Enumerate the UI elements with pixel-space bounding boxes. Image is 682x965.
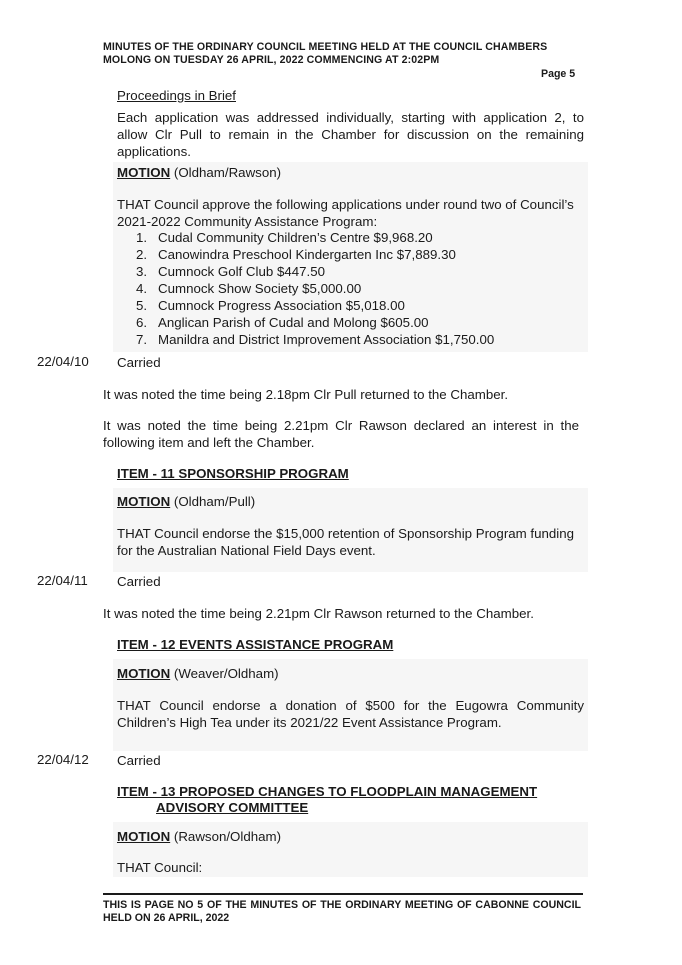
list-number: 7. <box>136 332 148 347</box>
motion-movers: (Oldham/Pull) <box>173 494 256 509</box>
application-list-item <box>117 297 577 314</box>
page-number: Page 5 <box>541 68 576 80</box>
resolution-number: 22/04/12 <box>37 752 89 767</box>
resolution-text-item-12: THAT Council endorse a donation of $500 for the Eugowra Community Children’s High Tea under its 2021/22 Event Assistance Program. <box>117 698 584 730</box>
application-list-item <box>117 314 577 331</box>
result-carried: Carried <box>117 574 161 589</box>
application-list-item <box>117 331 577 348</box>
list-number: 5. <box>136 298 148 313</box>
application-list-item <box>117 263 577 280</box>
list-text: Canowindra Preschool Kindergarten Inc $7,889.30 <box>158 247 456 262</box>
motion-label: MOTION <box>117 666 171 681</box>
list-text: Cumnock Golf Club $447.50 <box>158 264 326 279</box>
note-text: It was noted the time being 2.21pm Clr Rawson declared an interest in the following item and left the Chamber. <box>103 418 579 450</box>
list-number: 4. <box>136 281 148 296</box>
document-header <box>103 41 583 67</box>
list-text: Cudal Community Children’s Centre $9,968.20 <box>158 230 433 245</box>
note-text: It was noted the time being 2.18pm Clr Pull returned to the Chamber. <box>103 387 509 402</box>
application-list-item <box>117 246 577 263</box>
resolution-text-item-13: THAT Council: <box>117 860 203 875</box>
proceedings-heading: Proceedings in Brief <box>117 88 236 103</box>
list-number: 2. <box>136 247 148 262</box>
item-heading: ITEM - 11 SPONSORSHIP PROGRAM <box>117 466 349 481</box>
resolution-number: 22/04/10 <box>37 354 89 369</box>
motion-label: MOTION <box>117 494 171 509</box>
motion-label: MOTION <box>117 829 171 844</box>
proceedings-text: Each application was addressed individually, starting with application 2, to allow Clr Pull to remain in the Chamber for discussion on the remaining applications. <box>117 110 584 159</box>
list-number: 6. <box>136 315 148 330</box>
result-carried: Carried <box>117 355 161 370</box>
list-number: 1. <box>136 230 148 245</box>
page-footer: THIS IS PAGE NO 5 OF THE MINUTES OF THE ORDINARY MEETING OF CABONNE COUNCIL HELD ON 26 APRIL, 2022 <box>103 899 581 924</box>
list-text: Manildra and District Improvement Association $1,750.00 <box>158 332 495 347</box>
result-carried: Carried <box>117 753 161 768</box>
motion-line-item-11 <box>117 493 255 510</box>
motion-movers: (Weaver/Oldham) <box>173 666 279 681</box>
motion-label: MOTION <box>117 165 171 180</box>
applications-list <box>117 229 577 348</box>
motion-movers: (Rawson/Oldham) <box>173 829 282 844</box>
item-heading: ITEM - 13 PROPOSED CHANGES TO FLOODPLAIN MANAGEMENT <box>117 784 538 799</box>
item-heading: ITEM - 12 EVENTS ASSISTANCE PROGRAM <box>117 637 394 652</box>
motion-movers: (Oldham/Rawson) <box>173 165 282 180</box>
application-list-item <box>117 280 577 297</box>
list-text: Cumnock Progress Association $5,018.00 <box>158 298 405 313</box>
resolution-number: 22/04/11 <box>37 573 88 588</box>
header-line-1: MINUTES OF THE ORDINARY COUNCIL MEETING HELD AT THE COUNCIL CHAMBERS <box>103 41 548 53</box>
footer-divider <box>103 893 583 895</box>
motion-line-item-10 <box>117 164 281 181</box>
list-number: 3. <box>136 264 148 279</box>
list-text: Anglican Parish of Cudal and Molong $605.00 <box>158 315 429 330</box>
motion-line-item-12 <box>117 665 279 682</box>
resolution-text-item-11: THAT Council endorse the $15,000 retention of Sponsorship Program funding for the Australian National Field Days event. <box>117 526 575 558</box>
header-line-2: MOLONG ON TUESDAY 26 APRIL, 2022 COMMENCING AT 2:02PM <box>103 54 440 66</box>
note-text: It was noted the time being 2.21pm Clr Rawson returned to the Chamber. <box>103 606 534 621</box>
list-text: Cumnock Show Society $5,000.00 <box>158 281 362 296</box>
motion-line-item-13 <box>117 828 281 845</box>
application-list-item <box>117 229 577 246</box>
item-heading-continued: ADVISORY COMMITTEE <box>156 800 309 815</box>
resolution-intro-item-10: THAT Council approve the following applications under round two of Council’s 2021-2022 Community Assistance Program: <box>117 197 574 229</box>
